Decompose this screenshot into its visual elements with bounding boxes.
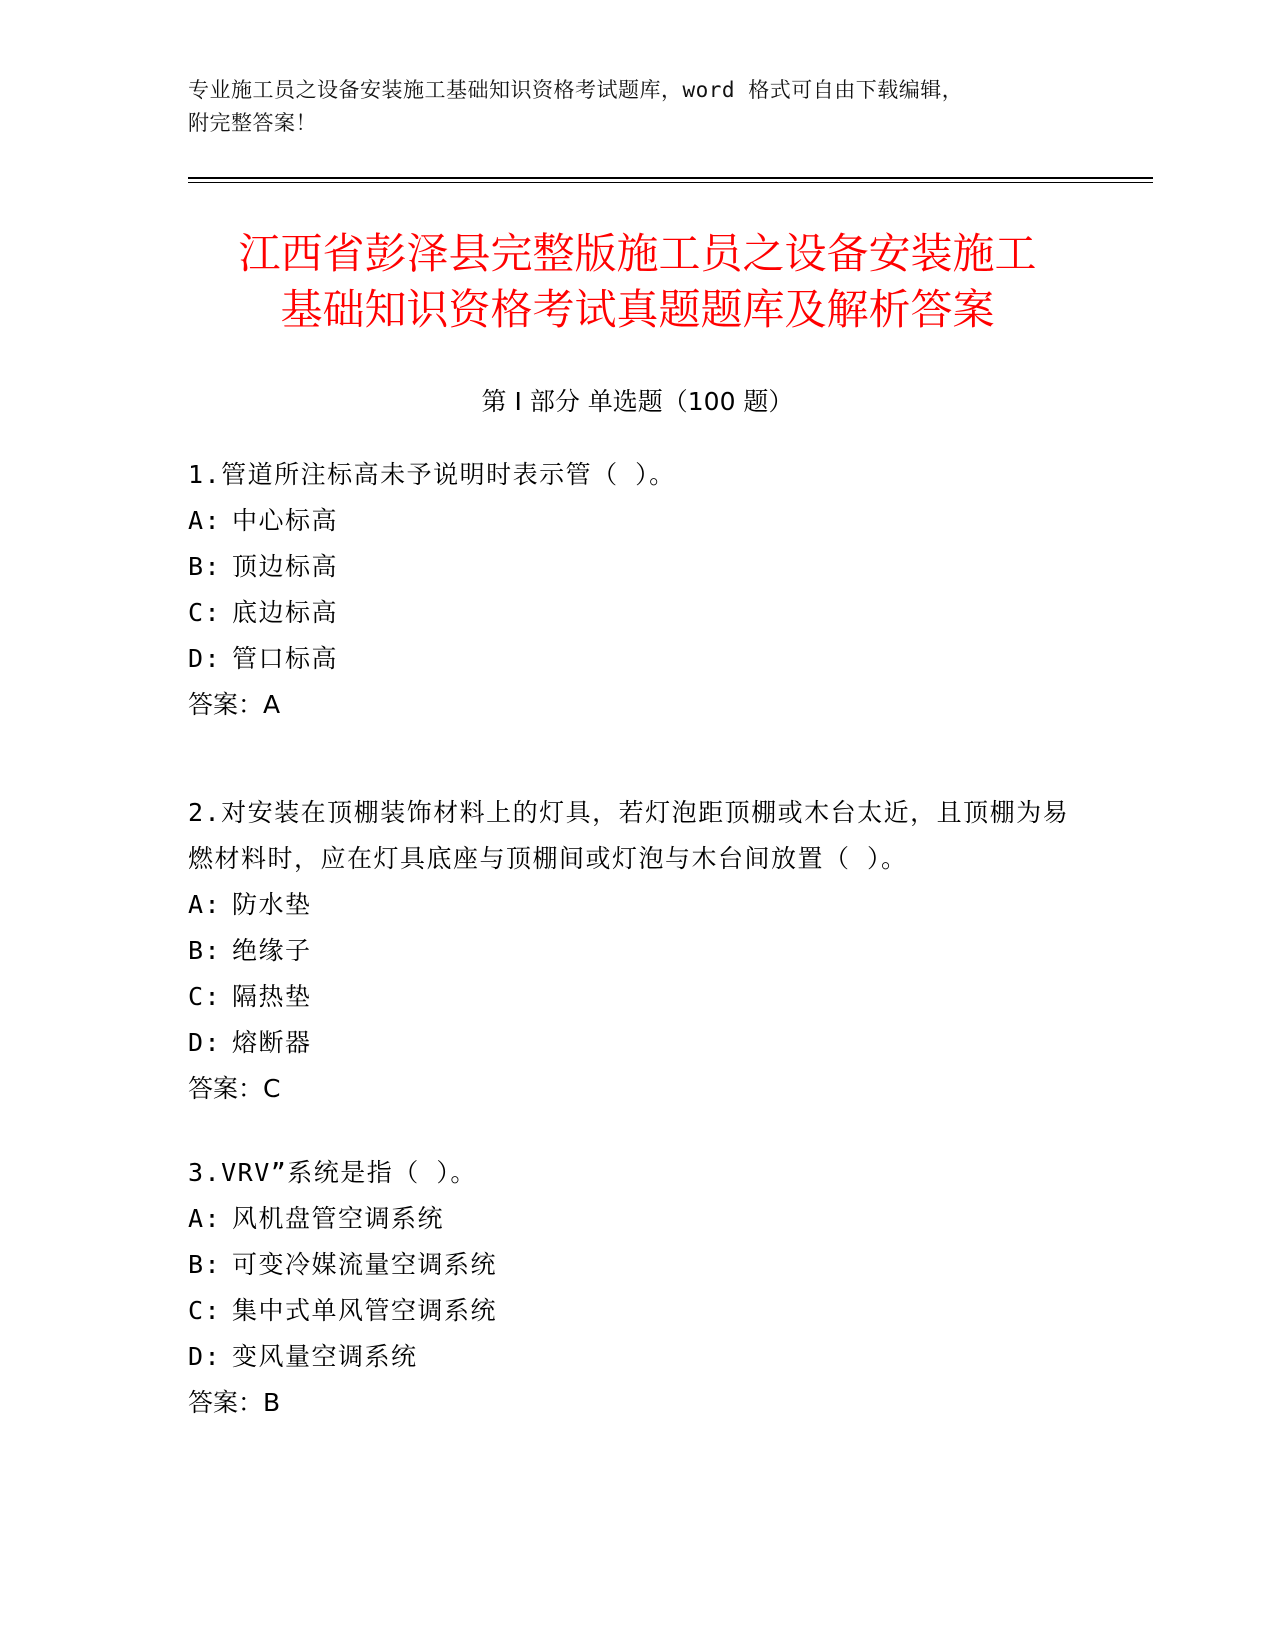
option-a xyxy=(188,498,1088,544)
option-key: D: xyxy=(188,644,222,673)
option-key: D: xyxy=(188,1342,222,1371)
question-1 xyxy=(188,452,1088,728)
option-text: 变风量空调系统 xyxy=(232,1342,418,1371)
option-a xyxy=(188,1196,1088,1242)
option-text: 隔热垫 xyxy=(232,982,312,1011)
answer-line: 答案：C xyxy=(188,1074,281,1103)
option-key: B: xyxy=(188,1250,222,1279)
option-d xyxy=(188,1020,1088,1066)
option-key: A: xyxy=(188,1204,222,1233)
option-key: B: xyxy=(188,936,222,965)
option-text: 管口标高 xyxy=(232,644,339,673)
option-key: C: xyxy=(188,982,222,1011)
option-text: 可变冷媒流量空调系统 xyxy=(232,1250,498,1279)
option-a xyxy=(188,882,1088,928)
document-title-line1: 江西省彭泽县完整版施工员之设备安装施工 xyxy=(238,229,1037,278)
header-divider-thin xyxy=(188,182,1153,183)
question-stem: 1.管道所注标高未予说明时表示管（ ）。 xyxy=(188,460,676,489)
option-key: A: xyxy=(188,890,222,919)
option-text: 底边标高 xyxy=(232,598,339,627)
question-3 xyxy=(188,1150,1088,1426)
option-text: 中心标高 xyxy=(232,506,339,535)
option-key: C: xyxy=(188,1296,222,1325)
question-stem: 2.对安装在顶棚装饰材料上的灯具，若灯泡距顶棚或木台太近，且顶棚为易燃材料时，应在灯具底座与顶棚间或灯泡与木台间放置（ ）。 xyxy=(188,798,1070,873)
answer-line: 答案：A xyxy=(188,690,281,719)
header-note-line2: 附完整答案！ xyxy=(188,111,317,135)
option-text: 风机盘管空调系统 xyxy=(232,1204,445,1233)
question-stem: 3.VRV”系统是指（ ）。 xyxy=(188,1158,477,1187)
header-note-line1: 专业施工员之设备安装施工基础知识资格考试题库，word 格式可自由下载编辑， xyxy=(188,78,964,102)
option-text: 集中式单风管空调系统 xyxy=(232,1296,498,1325)
question-2 xyxy=(188,790,1088,1112)
option-c xyxy=(188,974,1088,1020)
option-b xyxy=(188,1242,1088,1288)
option-b xyxy=(188,544,1088,590)
header-note xyxy=(188,74,1088,140)
header-divider-thick xyxy=(188,177,1153,179)
answer-line: 答案：B xyxy=(188,1388,281,1417)
option-b xyxy=(188,928,1088,974)
option-d xyxy=(188,636,1088,682)
option-c xyxy=(188,1288,1088,1334)
option-key: A: xyxy=(188,506,222,535)
section-heading: 第 I 部分 单选题（100 题） xyxy=(481,387,794,416)
document-title-line2: 基础知识资格考试真题题库及解析答案 xyxy=(280,285,995,334)
option-text: 绝缘子 xyxy=(232,936,312,965)
document-title xyxy=(150,226,1125,338)
option-key: B: xyxy=(188,552,222,581)
option-text: 顶边标高 xyxy=(232,552,339,581)
option-key: C: xyxy=(188,598,222,627)
option-text: 防水垫 xyxy=(232,890,312,919)
option-c xyxy=(188,590,1088,636)
option-d xyxy=(188,1334,1088,1380)
option-key: D: xyxy=(188,1028,222,1057)
option-text: 熔断器 xyxy=(232,1028,312,1057)
